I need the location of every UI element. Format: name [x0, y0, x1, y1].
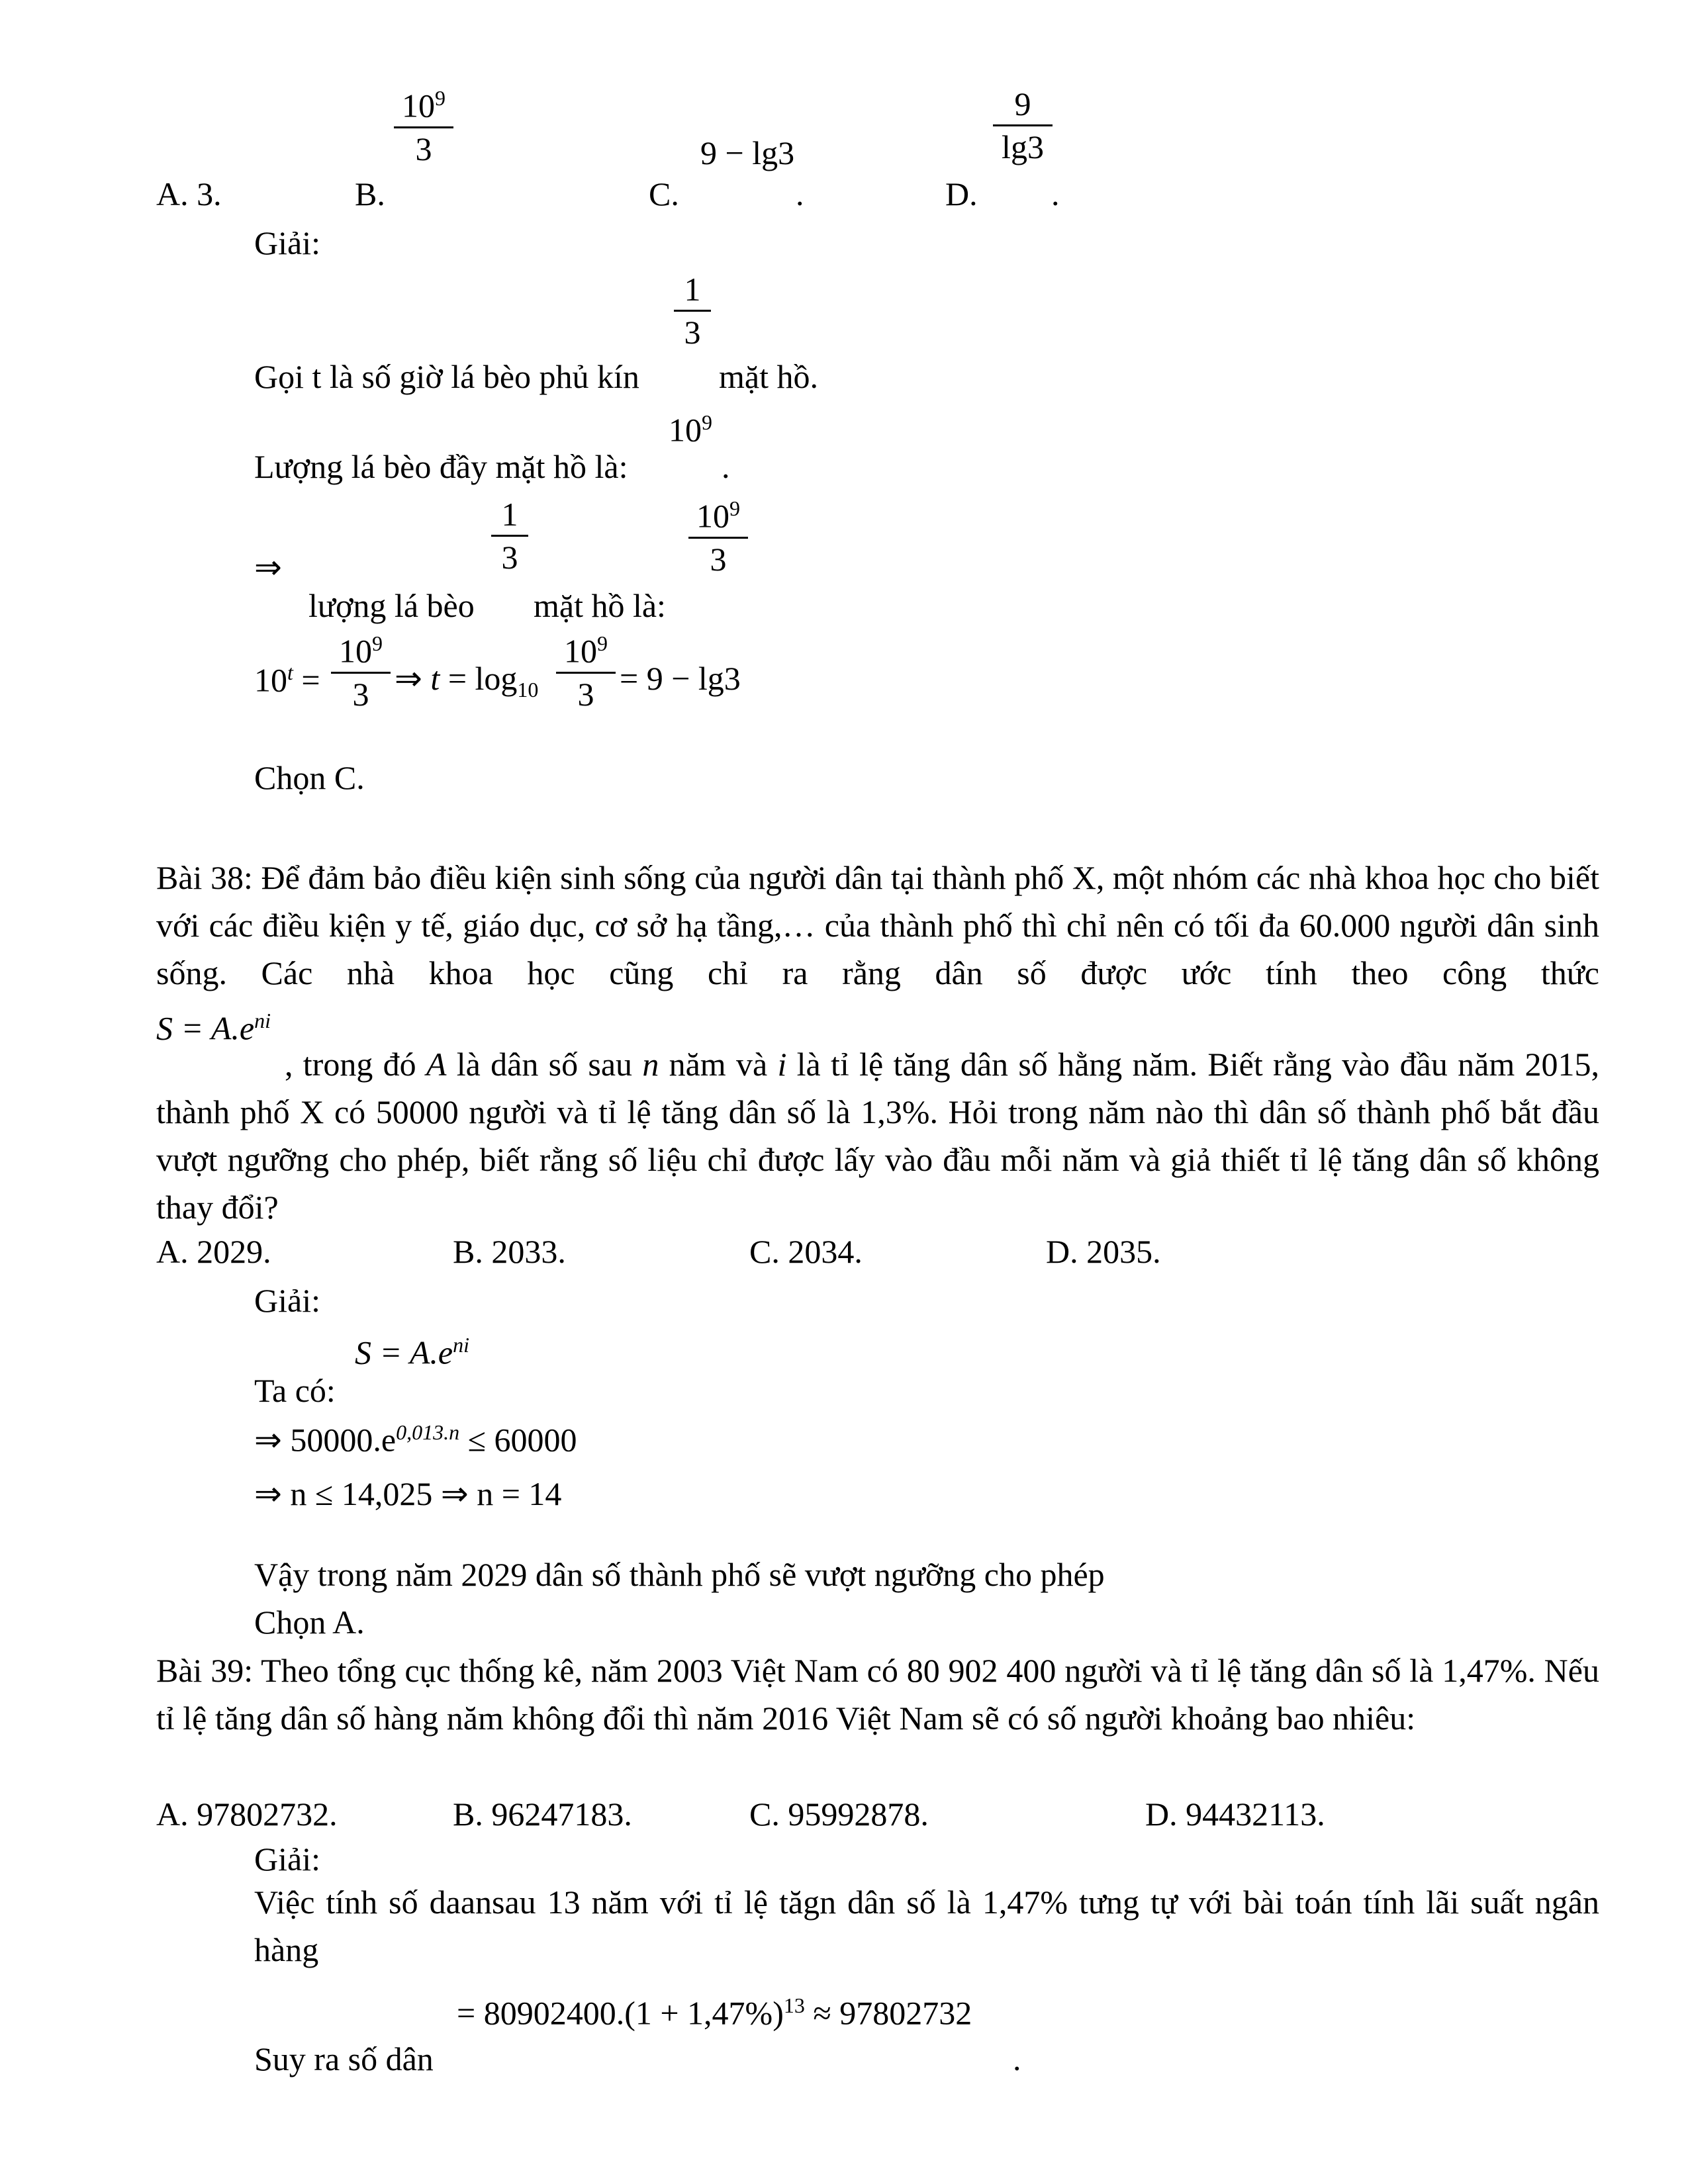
- q37-option-c-period: .: [796, 175, 804, 212]
- q37-option-c-expr: 9 − lg3: [700, 134, 795, 171]
- q37-eq-lhs: 10$^t$ =: [254, 660, 320, 699]
- q37-eq-result: = 9 − lg3: [620, 660, 741, 697]
- q38-answer: Chọn A.: [254, 1604, 365, 1641]
- q38-option-a: A. 2029.: [156, 1233, 271, 1270]
- q37-option-a: A. 3.: [156, 175, 222, 212]
- q37-line2-value: $10^9$: [669, 410, 712, 449]
- q39-paragraph: Bài 39: Theo tổng cục thống kê, năm 2003 Việt Nam có 80 902 400 người và tỉ lệ tăng dân số là 1,47%. Nếu tỉ lệ tăng dân số hàng năm không đổi thì năm 2016 Việt Nam sẽ có số người khoảng bao nhiêu:: [156, 1652, 1599, 1737]
- q38-option-d: D. 2035.: [1046, 1233, 1161, 1270]
- q37-option-d-period: .: [1051, 175, 1060, 212]
- q37-line3-fraction-b: $10^9$ 3: [688, 498, 748, 576]
- q37-option-c-label: C.: [649, 175, 679, 212]
- q37-solution-label: Giải:: [254, 224, 320, 261]
- q39-calculation: = $80902400.(1 + 1,47\%)^{13} \approx 97802732$: [457, 1993, 972, 2032]
- q37-eq-middle: ⇒ $t = \log_{10}$: [395, 660, 539, 702]
- implies-arrow: ⇒: [254, 549, 282, 586]
- q37-line3-text-b: mặt hồ là:: [534, 587, 666, 624]
- q39-option-c: C. 95992878.: [749, 1796, 929, 1833]
- q39-solution-paragraph: Việc tính số daansau 13 năm với tỉ lệ tăgn dân số là 1,47% tưng tự với bài toán tính lãi suất ngân hàng: [254, 1884, 1599, 1968]
- q37-option-d-label: D.: [945, 175, 978, 212]
- q39-conclusion: Suy ra số dân: [254, 2040, 434, 2077]
- q38-step-2: ⇒ n ≤ 14,025 ⇒ n = 14: [254, 1475, 562, 1512]
- q37-option-b-fraction: $10^9$ 3: [394, 87, 453, 165]
- q38-formula: $S = A.e^{ni}$: [156, 1009, 271, 1047]
- q38-solution-formula: $S = A.e^{ni}$: [355, 1333, 469, 1371]
- q37-eq-fraction-b: $10^9$ 3: [556, 633, 616, 711]
- q37-line2-text: Lượng lá bèo đầy mặt hồ là:: [254, 448, 628, 485]
- q39-trailing-period: .: [1013, 2040, 1021, 2077]
- q38-solution-label: Giải:: [254, 1282, 320, 1319]
- q37-eq-fraction-a: $10^9$ 3: [331, 633, 391, 711]
- q38-ta-co: Ta có:: [254, 1372, 336, 1409]
- q37-line3-text-a: lượng lá bèo: [308, 587, 475, 624]
- q38-paragraph-1: Bài 38: Để đảm bảo điều kiện sinh sống của người dân tại thành phố X, một nhóm các nhà khoa học cho biết với các điều kiện y tế, giáo dục, cơ sở hạ tầng,… của thành phố thì chỉ nên có tối đa 60.000 người dân sinh sống. Các nhà khoa học cũng chỉ ra rằng dân số được ước tính theo công thức: [156, 859, 1599, 991]
- q39-option-b: B. 96247183.: [453, 1796, 632, 1833]
- q37-line1-suffix: mặt hồ.: [719, 358, 818, 395]
- q38-option-b: B. 2033.: [453, 1233, 566, 1270]
- q37-answer: Chọn C.: [254, 759, 365, 796]
- q38-step-1: ⇒ $50000.e^{0,013.n} \le 60000$: [254, 1420, 577, 1459]
- q37-option-b-label: B.: [355, 175, 385, 212]
- q39-option-d: D. 94432113.: [1145, 1796, 1325, 1833]
- q39-option-a: A. 97802732.: [156, 1796, 338, 1833]
- q37-line3-fraction-a: 1 3: [491, 498, 528, 574]
- q38-paragraph-2: , trong đó A là dân số sau n năm và i là tỉ lệ tăng dân số hằng năm. Biết rằng vào đầu năm 2015, thành phố X có 50000 người và tỉ lệ tăng dân số là 1,3%. Hỏi trong năm nào thì dân số thành phố bắt đầu vượt ngưỡng cho phép, biết rằng số liệu chỉ được lấy vào đầu mỗi năm và giả thiết tỉ lệ tăng dân số không thay đổi?: [156, 1046, 1600, 1226]
- q37-line1-fraction: 1 3: [674, 273, 711, 349]
- q37-line1-text: Gọi t là số giờ lá bèo phủ kín: [254, 358, 639, 395]
- q38-conclusion: Vậy trong năm 2029 dân số thành phố sẽ vượt ngưỡng cho phép: [254, 1556, 1105, 1593]
- q39-solution-label: Giải:: [254, 1841, 320, 1878]
- q38-option-c: C. 2034.: [749, 1233, 863, 1270]
- q37-line2-period: .: [722, 448, 730, 485]
- q37-option-d-fraction: 9 lg3: [993, 87, 1053, 163]
